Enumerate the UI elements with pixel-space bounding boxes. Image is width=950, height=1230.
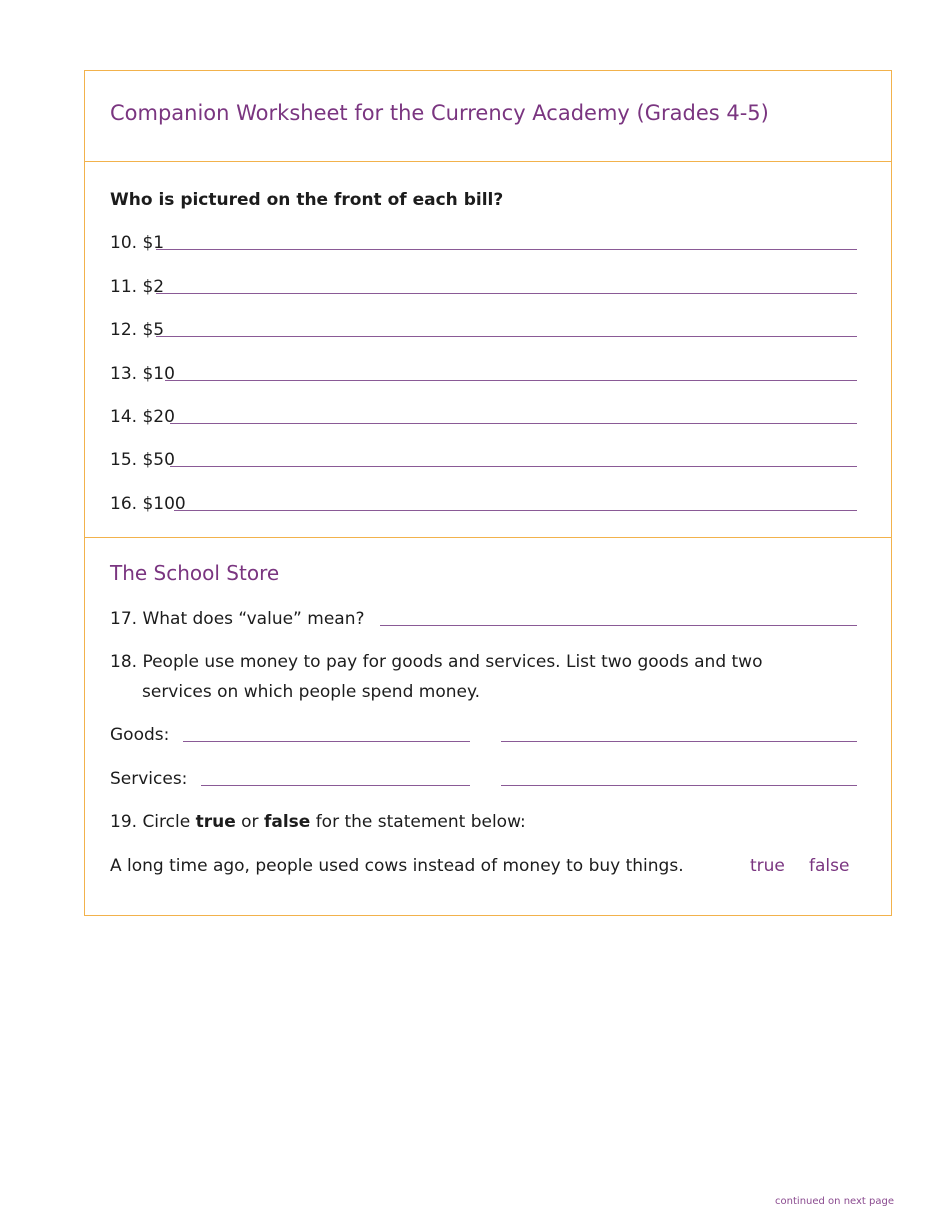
- page-title: Companion Worksheet for the Currency Academy (Grades 4-5): [110, 101, 769, 125]
- answer-line[interactable]: [380, 625, 857, 626]
- bill-item-label: 12. $5: [110, 320, 165, 340]
- divider: [85, 161, 891, 162]
- question-18-line1: 18. People use money to pay for goods and services. List two goods and two: [110, 652, 763, 672]
- option-false[interactable]: false: [809, 856, 850, 876]
- bill-item-label: 15. $50: [110, 450, 175, 470]
- question-17: 17. What does “value” mean?: [110, 609, 365, 629]
- answer-line[interactable]: [165, 380, 857, 381]
- footer-note: continued on next page: [775, 1196, 894, 1207]
- question-19-suffix: for the statement below:: [310, 812, 526, 832]
- question-19-prefix: 19. Circle: [110, 812, 196, 832]
- bill-item-label: 11. $2: [110, 277, 165, 297]
- services-answer-line[interactable]: [201, 785, 470, 786]
- services-label: Services:: [110, 769, 188, 789]
- goods-label: Goods:: [110, 725, 170, 745]
- question-19-or: or: [235, 812, 264, 832]
- goods-answer-line[interactable]: [501, 741, 857, 742]
- option-true[interactable]: true: [750, 856, 785, 876]
- goods-answer-line[interactable]: [183, 741, 470, 742]
- bill-item-label: 10. $1: [110, 233, 165, 253]
- answer-line[interactable]: [174, 510, 857, 511]
- answer-line[interactable]: [156, 249, 857, 250]
- bills-question: Who is pictured on the front of each bill?: [110, 190, 504, 210]
- question-19: [110, 812, 526, 832]
- answer-line[interactable]: [156, 293, 857, 294]
- section-heading: The School Store: [110, 561, 280, 585]
- statement: A long time ago, people used cows instead of money to buy things.: [110, 856, 684, 876]
- bill-item-label: 13. $10: [110, 364, 175, 384]
- question-19-false: false: [263, 812, 311, 832]
- services-answer-line[interactable]: [501, 785, 857, 786]
- question-18-line2: services on which people spend money.: [142, 682, 480, 702]
- bill-item-label: 14. $20: [110, 407, 175, 427]
- bill-item-label: 16. $100: [110, 494, 186, 514]
- answer-line[interactable]: [156, 336, 857, 337]
- divider: [85, 537, 891, 538]
- answer-line[interactable]: [170, 466, 857, 467]
- answer-line[interactable]: [170, 423, 857, 424]
- question-19-true: true: [195, 812, 236, 832]
